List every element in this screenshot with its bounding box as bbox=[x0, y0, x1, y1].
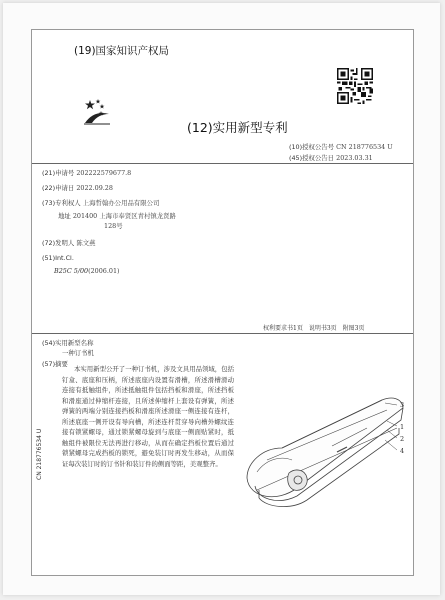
inventor-row bbox=[42, 238, 96, 247]
patentee-label: (73)专利权人 bbox=[42, 199, 81, 207]
application-number-value: 202222579677.8 bbox=[76, 169, 132, 177]
callout-3: 3 bbox=[400, 401, 405, 409]
patent-document-page bbox=[3, 3, 440, 595]
grant-date-row bbox=[289, 153, 373, 162]
application-date-row bbox=[42, 183, 113, 192]
grant-number-label: (10)授权公告号 bbox=[289, 143, 335, 151]
application-number-row bbox=[42, 168, 131, 177]
address-line-1: 201400 上海市奉贤区青村镇龙贤路 bbox=[72, 212, 176, 220]
document-frame bbox=[31, 29, 414, 576]
callout-2: 2 bbox=[400, 435, 405, 443]
application-date-value: 2022.09.28 bbox=[76, 184, 113, 192]
cnipa-emblem-icon bbox=[82, 96, 112, 126]
utility-title-label: (54)实用新型名称 bbox=[42, 339, 94, 347]
abstract-text: 本实用新型公开了一种订书机，涉及文具用品领域，包括钉盒、底座和压柄，所述底座内设置有滑槽，所述滑槽滑动连接有抵触组件，所述抵触组件包括挡板和滑座，所述挡板和滑座通过伸缩杆连接，且所述伸缩杆上套设有弹簧，所述弹簧的两端分别连接挡板和滑座所述滑座一侧连接有连杆，所述底座一侧开设有导向槽，所述连杆贯穿导向槽外螺纹连接有锁紧螺母，通过锁紧螺母旋到与底座一侧面贴紧时，抵触组件被限位无法再进行移动，从而在确定挡板位置后通过锁紧螺母完成挡板的锁死，避免装订时再发生移动，从而保证每次装订时的订书针和装订件的侧面等距，美观整齐。 bbox=[62, 365, 234, 468]
int-cl-date: (2006.01) bbox=[88, 267, 120, 275]
abstract-rule bbox=[32, 333, 413, 334]
abstract-label: (57)摘要 bbox=[42, 360, 68, 368]
issuing-office: (19)国家知识产权局 bbox=[74, 45, 170, 57]
callout-1: 1 bbox=[400, 423, 405, 431]
document-type-title: (12)实用新型专利 bbox=[187, 120, 288, 135]
int-cl-label: (51)Int.Cl. bbox=[42, 254, 74, 262]
qr-code-icon bbox=[337, 68, 373, 104]
grant-number-row bbox=[289, 142, 393, 151]
stapler-drawing bbox=[237, 348, 409, 518]
application-number-label: (21)申请号 bbox=[42, 169, 75, 177]
address-line-2: 128号 bbox=[104, 222, 123, 230]
patentee-row bbox=[42, 198, 159, 207]
address-row bbox=[58, 211, 176, 220]
address-label: 地址 bbox=[58, 212, 71, 220]
callout-4: 4 bbox=[400, 447, 405, 455]
header-rule bbox=[32, 163, 413, 164]
int-cl-value-row bbox=[54, 267, 120, 275]
grant-date-label: (45)授权公告日 bbox=[289, 154, 335, 162]
grant-date-value: 2023.03.31 bbox=[336, 154, 373, 162]
inventor-label: (72)发明人 bbox=[42, 239, 75, 247]
application-date-label: (22)申请日 bbox=[42, 184, 75, 192]
side-publication-number: CN 218776534 U bbox=[36, 428, 43, 480]
patentee-value: 上海晢翰办公用品有限公司 bbox=[82, 199, 160, 207]
utility-title-value: 一种订书机 bbox=[62, 349, 94, 357]
grant-number-value: CN 218776534 U bbox=[336, 143, 393, 151]
int-cl-code: B25C 5/00 bbox=[54, 267, 89, 275]
inventor-value: 陈文燕 bbox=[76, 239, 96, 247]
page-count-info: 权利要求书1页 说明书3页 附图3页 bbox=[263, 325, 365, 332]
